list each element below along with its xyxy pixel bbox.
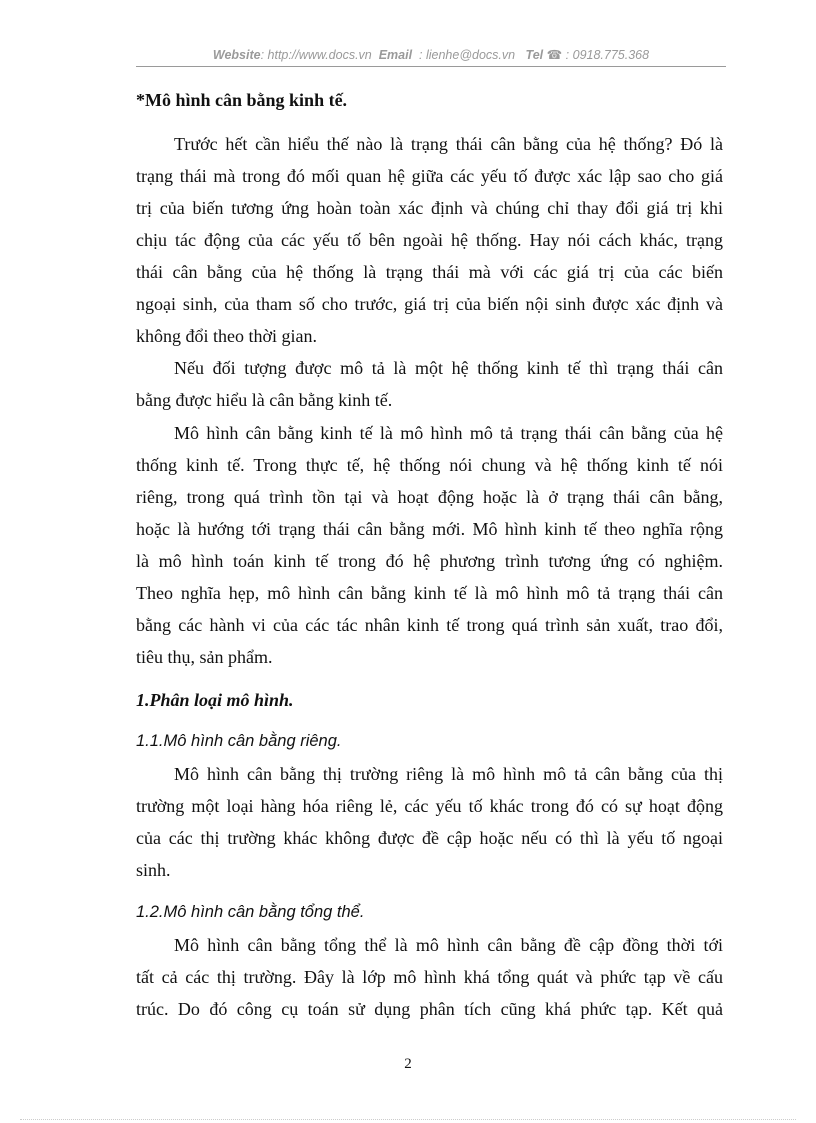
paragraph-line: trường một loại hàng hóa riêng lẻ, các yếu tố khác trong đó có sự hoạt động [136, 796, 723, 816]
paragraph-line: trị của biến tương ứng hoàn toàn xác định và chúng chỉ thay đổi giá trị khi [136, 198, 723, 218]
paragraph-line: Mô hình cân bằng kinh tế là mô hình mô tả trạng thái cân bằng của hệ [174, 423, 723, 443]
paragraph-line: của các thị trường khác không được đề cập hoặc nếu có thì là yếu tố ngoại [136, 828, 723, 848]
paragraph-line: ngoại sinh, của tham số cho trước, giá trị của biến nội sinh được xác định và [136, 294, 723, 314]
email-value: : lienhe@docs.vn [419, 48, 516, 62]
page-number: 2 [404, 1056, 412, 1072]
paragraph-line: thống kinh tế. Trong thực tế, hệ thống nói chung và hệ thống kinh tế nói [136, 455, 723, 475]
paragraph-line: thái cân bằng của hệ thống là trạng thái mà với các giá trị của các biến [136, 262, 723, 282]
paragraph-line: Theo nghĩa hẹp, mô hình cân bằng kinh tế là mô hình mô tả trạng thái cân [136, 583, 723, 603]
paragraph-line: riêng, trong quá trình tồn tại và hoạt động hoặc là ở trạng thái cân bằng, [136, 487, 723, 507]
subsection-title: 1.1.Mô hình cân bằng riêng. [136, 732, 342, 750]
website-value: : http://www.docs.vn [260, 48, 372, 62]
email-label: Email [378, 48, 413, 62]
paragraph-line: sinh. [136, 860, 171, 880]
paragraph-line: Nếu đối tượng được mô tả là một hệ thống kinh tế thì trạng thái cân [174, 358, 723, 378]
subsection-heading: 1.Phân loại mô hình. [136, 690, 294, 710]
paragraph-line: chịu tác động của các yếu tố bên ngoài hệ thống. Hay nói cách khác, trạng [136, 230, 723, 250]
section-heading: *Mô hình cân bằng kinh tế. [136, 90, 348, 110]
paragraph-line: tất cả các thị trường. Đây là lớp mô hình khá tổng quát và phức tạp về cấu [136, 967, 723, 987]
tel-value: ☎ : 0918.775.368 [546, 48, 650, 62]
paragraph-line: bằng các hành vi của các tác nhân kinh tế trong quá trình sản xuất, trao đổi, [136, 615, 723, 635]
footer-divider [20, 1119, 796, 1120]
paragraph-line: Trước hết cần hiểu thế nào là trạng thái cân bằng của hệ thống? Đó là [174, 134, 723, 154]
subsection-title: 1.2.Mô hình cân bằng tổng thể. [136, 903, 365, 921]
paragraph-line: Mô hình cân bằng tổng thể là mô hình cân bằng đề cập đồng thời tới [174, 935, 723, 955]
website-label: Website [212, 48, 261, 62]
tel-label: Tel [525, 48, 544, 62]
paragraph-line: trạng thái mà trong đó mối quan hệ giữa các yếu tố được xác lập sao cho giá [136, 166, 723, 186]
paragraph-line: Mô hình cân bằng thị trường riêng là mô hình mô tả cân bằng của thị [174, 764, 723, 784]
paragraph-line: tiêu thụ, sản phẩm. [136, 647, 273, 667]
paragraph-line: hoặc là hướng tới trạng thái cân bằng mới. Mô hình kinh tế theo nghĩa rộng [136, 519, 723, 539]
paragraph-line: không đổi theo thời gian. [136, 326, 318, 346]
paragraph-line: trúc. Do đó công cụ toán sử dụng phân tích cũng khá phức tạp. Kết quả [136, 999, 723, 1019]
page-header [136, 47, 726, 67]
paragraph-line: là mô hình toán kinh tế trong đó hệ phương trình tương ứng có nghiệm. [136, 551, 723, 571]
paragraph-line: bằng được hiểu là cân bằng kinh tế. [136, 390, 393, 410]
